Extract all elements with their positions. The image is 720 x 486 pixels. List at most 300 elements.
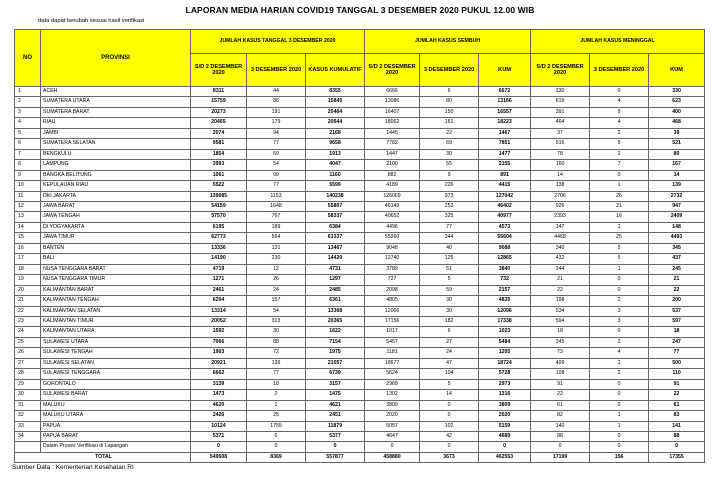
table-row	[15, 358, 705, 368]
header-kasus-group: JUMLAH KASUS TANGGAL 3 DESEMBER 2020	[191, 30, 365, 54]
cell-kasus-hari: 191	[247, 107, 306, 117]
cell-kasus-sd: 14190	[191, 254, 247, 264]
cell-kasus-kum: 15845	[306, 97, 365, 107]
cell-sembuh-hari: 22	[420, 128, 479, 138]
cell-kasus-sd: 9581	[191, 139, 247, 149]
table-row	[15, 212, 705, 222]
cell-sembuh-kum: 127042	[479, 191, 531, 201]
table-row	[15, 369, 705, 379]
cell-sembuh-hari: 344	[420, 233, 479, 243]
cell-meninggal-kum: 500	[649, 358, 705, 368]
cell-sembuh-hari: 80	[420, 97, 479, 107]
cell-kasus-sd: 3993	[191, 160, 247, 170]
cell-meninggal-sd: 18	[531, 327, 590, 337]
cell-meninggal-hari: 26	[590, 191, 649, 201]
header-sembuh-kum: KUM	[479, 54, 531, 87]
cell-kasus-sd: 4620	[191, 400, 247, 410]
cell-sembuh-hari: 226	[420, 181, 479, 191]
cell-sembuh-sd: 18062	[365, 118, 420, 128]
cell-provinsi: JAMBI	[41, 128, 191, 138]
cell-meninggal-sd: 108	[531, 369, 590, 379]
cell-provinsi: KALIMANTAN TIMUR	[41, 316, 191, 326]
cell-sembuh-kum: 2020	[479, 411, 531, 421]
cell-sembuh-sd: 7782	[365, 139, 420, 149]
cell-no: 26	[15, 348, 41, 358]
cell-sembuh-hari: 30	[420, 296, 479, 306]
cell-meninggal-sd: 4468	[531, 233, 590, 243]
header-sembuh-hari: 3 DESEMBER 2020	[420, 54, 479, 87]
header-kasus-sd: S/D 2 DESEMBER 2020	[191, 54, 247, 87]
cell-meninggal-hari: 4	[590, 118, 649, 128]
cell-meninggal-hari: 0	[590, 431, 649, 441]
cell-meninggal-hari: 5	[590, 254, 649, 264]
cell-sembuh-sd: 3809	[365, 400, 420, 410]
cell-meninggal-sd: 340	[531, 243, 590, 253]
cell-kasus-hari: 12	[247, 264, 306, 274]
cell-meninggal-kum: 2732	[649, 191, 705, 201]
cell-sembuh-sd: 2020	[365, 411, 420, 421]
report-title: LAPORAN MEDIA HARIAN COVID19 TANGGAL 3 DESEMBER 2020 PUKUL 12.00 WIB	[185, 5, 535, 15]
table-row	[15, 222, 705, 232]
cell-kasus-sd: 20052	[191, 316, 247, 326]
cell-sembuh-hari: 0	[420, 411, 479, 421]
cell-kasus-hari: 99	[247, 170, 306, 180]
cell-sembuh-sd: 727	[365, 275, 420, 285]
cell-kasus-kum: 20464	[306, 107, 365, 117]
cell-meninggal-sd: 61	[531, 400, 590, 410]
total-kasus-sd: 549508	[191, 452, 247, 462]
cell-provinsi: PAPUA	[41, 421, 191, 431]
cell-meninggal-sd: 147	[531, 222, 590, 232]
cell-meninggal-sd: 138	[531, 181, 590, 191]
cell-sembuh-hari: 0	[420, 442, 479, 452]
header-no: NO	[15, 30, 41, 87]
cell-meninggal-hari: 0	[590, 379, 649, 389]
cell-sembuh-hari: 125	[420, 254, 479, 264]
table-row	[15, 118, 705, 128]
cell-meninggal-sd: 926	[531, 201, 590, 211]
total-meninggal-sd: 17199	[531, 452, 590, 462]
cell-meninggal-sd: 82	[531, 411, 590, 421]
cell-no: 30	[15, 390, 41, 400]
total-label: TOTAL	[15, 452, 191, 462]
cell-sembuh-kum: 18724	[479, 358, 531, 368]
cell-provinsi: KALIMANTAN BARAT	[41, 285, 191, 295]
cell-meninggal-sd: 91	[531, 379, 590, 389]
cell-kasus-kum: 2168	[306, 128, 365, 138]
cell-meninggal-sd: 534	[531, 306, 590, 316]
total-meninggal-hari: 156	[590, 452, 649, 462]
cell-kasus-hari: 77	[247, 139, 306, 149]
cell-sembuh-kum: 13166	[479, 97, 531, 107]
cell-meninggal-kum: 83	[649, 411, 705, 421]
cell-sembuh-sd: 17156	[365, 316, 420, 326]
cell-no: 29	[15, 379, 41, 389]
cell-sembuh-sd: 6666	[365, 87, 420, 97]
cell-meninggal-kum: 2409	[649, 212, 705, 222]
cell-kasus-kum: 0	[306, 442, 365, 452]
table-row	[15, 170, 705, 180]
cell-meninggal-hari: 0	[590, 390, 649, 400]
table-row	[15, 390, 705, 400]
cell-kasus-hari: 77	[247, 181, 306, 191]
cell-kasus-kum: 6384	[306, 222, 365, 232]
header-sembuh-group: JUMLAH KASUS SEMBUH	[365, 30, 531, 54]
cell-meninggal-kum: 139	[649, 181, 705, 191]
cell-kasus-hari: 86	[247, 97, 306, 107]
table-row	[15, 254, 705, 264]
table-row	[15, 128, 705, 138]
cell-meninggal-hari: 0	[590, 285, 649, 295]
cell-meninggal-kum: 141	[649, 421, 705, 431]
cell-sembuh-kum: 40977	[479, 212, 531, 222]
cell-meninggal-kum: 0	[649, 442, 705, 452]
cell-sembuh-kum: 6672	[479, 87, 531, 97]
cell-no: 33	[15, 421, 41, 431]
cell-kasus-sd: 57570	[191, 212, 247, 222]
cell-meninggal-hari: 1	[590, 264, 649, 274]
cell-kasus-kum: 21057	[306, 358, 365, 368]
cell-meninggal-kum: 468	[649, 118, 705, 128]
cell-sembuh-hari: 40	[420, 243, 479, 253]
table-row	[15, 421, 705, 431]
total-meninggal-kum: 17355	[649, 452, 705, 462]
cell-kasus-hari: 564	[247, 233, 306, 243]
cell-sembuh-kum: 5484	[479, 337, 531, 347]
cell-meninggal-sd: 2706	[531, 191, 590, 201]
cell-no: 18	[15, 264, 41, 274]
cell-sembuh-hari: 14	[420, 390, 479, 400]
cell-no: 9	[15, 170, 41, 180]
cell-meninggal-kum: 88	[649, 431, 705, 441]
cell-sembuh-sd: 18677	[365, 358, 420, 368]
cell-provinsi: JAWA BARAT	[41, 201, 191, 211]
cell-kasus-hari: 25	[247, 411, 306, 421]
cell-sembuh-sd: 5057	[365, 421, 420, 431]
cell-sembuh-kum: 12865	[479, 254, 531, 264]
cell-provinsi: SULAWESI UTARA	[41, 337, 191, 347]
cell-no: 34	[15, 431, 41, 441]
cell-provinsi: BALI	[41, 254, 191, 264]
cell-no: 2	[15, 97, 41, 107]
cell-meninggal-kum: 22	[649, 285, 705, 295]
cell-kasus-hari: 6	[247, 431, 306, 441]
cell-meninggal-sd: 22	[531, 390, 590, 400]
cell-meninggal-sd: 432	[531, 254, 590, 264]
cell-sembuh-hari: 325	[420, 212, 479, 222]
cell-sembuh-kum: 732	[479, 275, 531, 285]
table-row	[15, 139, 705, 149]
cell-no: 7	[15, 149, 41, 159]
table-row	[15, 306, 705, 316]
cell-no: 32	[15, 411, 41, 421]
cell-meninggal-hari: 2	[590, 149, 649, 159]
cell-meninggal-sd: 88	[531, 431, 590, 441]
cell-meninggal-hari: 21	[590, 201, 649, 211]
cell-kasus-kum: 7154	[306, 337, 365, 347]
cell-kasus-hari: 77	[247, 369, 306, 379]
cell-kasus-sd: 1854	[191, 149, 247, 159]
cell-sembuh-sd: 3789	[365, 264, 420, 274]
cell-kasus-hari: 179	[247, 118, 306, 128]
cell-sembuh-kum: 9088	[479, 243, 531, 253]
cell-kasus-sd: 20465	[191, 118, 247, 128]
cell-sembuh-sd: 1181	[365, 348, 420, 358]
total-row	[15, 452, 705, 462]
cell-meninggal-sd: 22	[531, 285, 590, 295]
cell-sembuh-sd: 1447	[365, 149, 420, 159]
cell-kasus-sd: 139085	[191, 191, 247, 201]
cell-no: 6	[15, 139, 41, 149]
cell-sembuh-kum: 4835	[479, 296, 531, 306]
cell-kasus-kum: 1160	[306, 170, 365, 180]
cell-kasus-hari: 157	[247, 296, 306, 306]
cell-meninggal-sd: 73	[531, 348, 590, 358]
total-sembuh-hari: 3673	[420, 452, 479, 462]
cell-sembuh-sd: 40652	[365, 212, 420, 222]
cell-sembuh-sd: 12066	[365, 306, 420, 316]
cell-kasus-hari: 30	[247, 327, 306, 337]
cell-meninggal-kum: 537	[649, 306, 705, 316]
cell-kasus-hari: 313	[247, 316, 306, 326]
cell-sembuh-kum: 16557	[479, 107, 531, 117]
cell-sembuh-hari: 0	[420, 400, 479, 410]
table-row	[15, 201, 705, 211]
cell-sembuh-hari: 6	[420, 87, 479, 97]
cell-kasus-kum: 4047	[306, 160, 365, 170]
cell-kasus-kum: 2451	[306, 411, 365, 421]
cell-sembuh-hari: 973	[420, 191, 479, 201]
cell-meninggal-kum: 80	[649, 149, 705, 159]
table-row	[15, 275, 705, 285]
cell-provinsi: SUMATERA BARAT	[41, 107, 191, 117]
cell-no: 4	[15, 118, 41, 128]
table-row	[15, 379, 705, 389]
cell-sembuh-hari: 42	[420, 431, 479, 441]
cell-no: 5	[15, 128, 41, 138]
cell-sembuh-hari: 9	[420, 170, 479, 180]
cell-meninggal-sd: 499	[531, 358, 590, 368]
cell-kasus-kum: 13368	[306, 306, 365, 316]
cell-kasus-hari: 88	[247, 337, 306, 347]
table-row	[15, 107, 705, 117]
cell-sembuh-kum: 55604	[479, 233, 531, 243]
cell-sembuh-hari: 182	[420, 316, 479, 326]
cell-kasus-sd: 1271	[191, 275, 247, 285]
cell-kasus-hari: 26	[247, 275, 306, 285]
cell-sembuh-sd: 4189	[365, 181, 420, 191]
cell-sembuh-sd: 55260	[365, 233, 420, 243]
cell-kasus-sd: 6204	[191, 296, 247, 306]
cell-meninggal-sd: 330	[531, 87, 590, 97]
cell-kasus-hari: 59	[247, 149, 306, 159]
cell-kasus-sd: 3139	[191, 379, 247, 389]
cell-sembuh-sd: 882	[365, 170, 420, 180]
cell-no	[15, 442, 41, 452]
cell-meninggal-sd: 14	[531, 170, 590, 180]
cell-sembuh-sd: 4496	[365, 222, 420, 232]
cell-sembuh-sd: 5457	[365, 337, 420, 347]
cell-sembuh-hari: 5	[420, 275, 479, 285]
cell-sembuh-kum: 0	[479, 442, 531, 452]
cell-meninggal-kum: 200	[649, 296, 705, 306]
cell-meninggal-sd: 160	[531, 160, 590, 170]
cell-provinsi: SUMATERA SELATAN	[41, 139, 191, 149]
cell-provinsi: BANTEN	[41, 243, 191, 253]
cell-meninggal-sd: 140	[531, 421, 590, 431]
cell-no: 21	[15, 296, 41, 306]
cell-meninggal-hari: 1	[590, 411, 649, 421]
cell-provinsi: KALIMANTAN TENGAH	[41, 296, 191, 306]
cell-kasus-sd: 2426	[191, 411, 247, 421]
cell-kasus-sd: 20921	[191, 358, 247, 368]
cell-meninggal-kum: 39	[649, 128, 705, 138]
cell-sembuh-hari: 69	[420, 139, 479, 149]
cell-provinsi: JAWA TIMUR	[41, 233, 191, 243]
cell-kasus-kum: 2485	[306, 285, 365, 295]
cell-sembuh-hari: 30	[420, 149, 479, 159]
cell-no: 22	[15, 306, 41, 316]
cell-meninggal-kum: 437	[649, 254, 705, 264]
cell-kasus-sd: 7066	[191, 337, 247, 347]
header-meninggal-sd: S/D 2 DESEMBER 2020	[531, 54, 590, 87]
cell-kasus-sd: 1592	[191, 327, 247, 337]
cell-kasus-sd: 8311	[191, 87, 247, 97]
cell-provinsi: KEPULAUAN RIAU	[41, 181, 191, 191]
cell-kasus-hari: 54	[247, 160, 306, 170]
cell-sembuh-kum: 5728	[479, 369, 531, 379]
cell-kasus-sd: 62773	[191, 233, 247, 243]
cell-meninggal-sd: 0	[531, 442, 590, 452]
cell-kasus-kum: 1913	[306, 149, 365, 159]
cell-kasus-sd: 6195	[191, 222, 247, 232]
cell-sembuh-sd: 1017	[365, 327, 420, 337]
cell-meninggal-kum: 4493	[649, 233, 705, 243]
cell-kasus-kum: 5377	[306, 431, 365, 441]
cell-meninggal-sd: 391	[531, 107, 590, 117]
cell-kasus-kum: 63337	[306, 233, 365, 243]
cell-kasus-hari: 230	[247, 254, 306, 264]
cell-provinsi: MALUKU UTARA	[41, 411, 191, 421]
source-note: Sumber Data : Kementerian Kesehatan RI	[12, 464, 134, 471]
cell-sembuh-kum: 5159	[479, 421, 531, 431]
cell-meninggal-sd: 21	[531, 275, 590, 285]
cell-meninggal-hari: 2	[590, 296, 649, 306]
cell-kasus-hari: 1755	[247, 421, 306, 431]
cell-kasus-hari: 0	[247, 442, 306, 452]
cell-no: 17	[15, 254, 41, 264]
cell-meninggal-sd: 78	[531, 149, 590, 159]
cell-kasus-kum: 20644	[306, 118, 365, 128]
cell-provinsi: SUMATERA UTARA	[41, 97, 191, 107]
cell-kasus-sd: 20273	[191, 107, 247, 117]
cell-kasus-hari: 72	[247, 348, 306, 358]
cell-meninggal-sd: 464	[531, 118, 590, 128]
table-row	[15, 400, 705, 410]
cell-sembuh-kum: 1467	[479, 128, 531, 138]
cell-sembuh-kum: 46402	[479, 201, 531, 211]
cell-no: 28	[15, 369, 41, 379]
cell-no: 23	[15, 316, 41, 326]
cell-provinsi: NUSA TENGGARA TIMUR	[41, 275, 191, 285]
cell-kasus-sd: 2461	[191, 285, 247, 295]
table-row	[15, 327, 705, 337]
cell-meninggal-hari: 25	[590, 233, 649, 243]
cell-sembuh-kum: 17338	[479, 316, 531, 326]
cell-sembuh-sd: 12740	[365, 254, 420, 264]
table-row	[15, 316, 705, 326]
cell-sembuh-hari: 24	[420, 348, 479, 358]
cell-kasus-sd: 15759	[191, 97, 247, 107]
cell-meninggal-hari: 0	[590, 170, 649, 180]
cell-kasus-hari: 2	[247, 390, 306, 400]
cell-provinsi: GORONTALO	[41, 379, 191, 389]
cell-sembuh-sd: 2098	[365, 285, 420, 295]
total-kasus-hari: 8369	[247, 452, 306, 462]
cell-kasus-kum: 55807	[306, 201, 365, 211]
cell-meninggal-kum: 22	[649, 390, 705, 400]
cell-sembuh-hari: 104	[420, 369, 479, 379]
cell-meninggal-hari: 0	[590, 87, 649, 97]
table-row	[15, 337, 705, 347]
cell-meninggal-kum: 14	[649, 170, 705, 180]
cell-sembuh-kum: 7851	[479, 139, 531, 149]
cell-no: 10	[15, 181, 41, 191]
cell-sembuh-hari: 102	[420, 421, 479, 431]
cell-kasus-kum: 13467	[306, 243, 365, 253]
cell-kasus-kum: 140238	[306, 191, 365, 201]
table-row	[15, 233, 705, 243]
table-row	[15, 264, 705, 274]
table-row	[15, 97, 705, 107]
cell-meninggal-kum: 521	[649, 139, 705, 149]
header-kasus-hari: 3 DESEMBER 2020	[247, 54, 306, 87]
cell-sembuh-hari: 51	[420, 264, 479, 274]
header-sembuh-sd: S/D 2 DESEMBER 2020	[365, 54, 420, 87]
cell-no: 12	[15, 201, 41, 211]
cell-meninggal-hari: 9	[590, 107, 649, 117]
cell-sembuh-sd: 5624	[365, 369, 420, 379]
table-row	[15, 411, 705, 421]
cell-provinsi: Dalam Proses Verifikasi di Lapangan	[41, 442, 191, 452]
cell-kasus-sd: 1473	[191, 390, 247, 400]
cell-kasus-kum: 1297	[306, 275, 365, 285]
cell-meninggal-kum: 77	[649, 348, 705, 358]
cell-kasus-sd: 2074	[191, 128, 247, 138]
cell-meninggal-hari: 7	[590, 160, 649, 170]
cell-no: 19	[15, 275, 41, 285]
header-meninggal-hari: 3 DESEMBER 2020	[590, 54, 649, 87]
total-sembuh-kum: 462553	[479, 452, 531, 462]
cell-sembuh-kum: 3809	[479, 400, 531, 410]
cell-provinsi: LAMPUNG	[41, 160, 191, 170]
cell-sembuh-hari: 161	[420, 118, 479, 128]
table-row	[15, 191, 705, 201]
cell-sembuh-kum: 4415	[479, 181, 531, 191]
cell-sembuh-kum: 4573	[479, 222, 531, 232]
cell-kasus-kum: 3157	[306, 379, 365, 389]
cell-kasus-hari: 54	[247, 306, 306, 316]
cell-kasus-sd: 5522	[191, 181, 247, 191]
cell-kasus-sd: 1903	[191, 348, 247, 358]
cell-no: 20	[15, 285, 41, 295]
cell-meninggal-hari: 5	[590, 139, 649, 149]
cell-sembuh-kum: 4689	[479, 431, 531, 441]
cell-kasus-sd: 13314	[191, 306, 247, 316]
cell-sembuh-hari: 59	[420, 285, 479, 295]
cell-kasus-kum: 6739	[306, 369, 365, 379]
cell-sembuh-kum: 12096	[479, 306, 531, 316]
